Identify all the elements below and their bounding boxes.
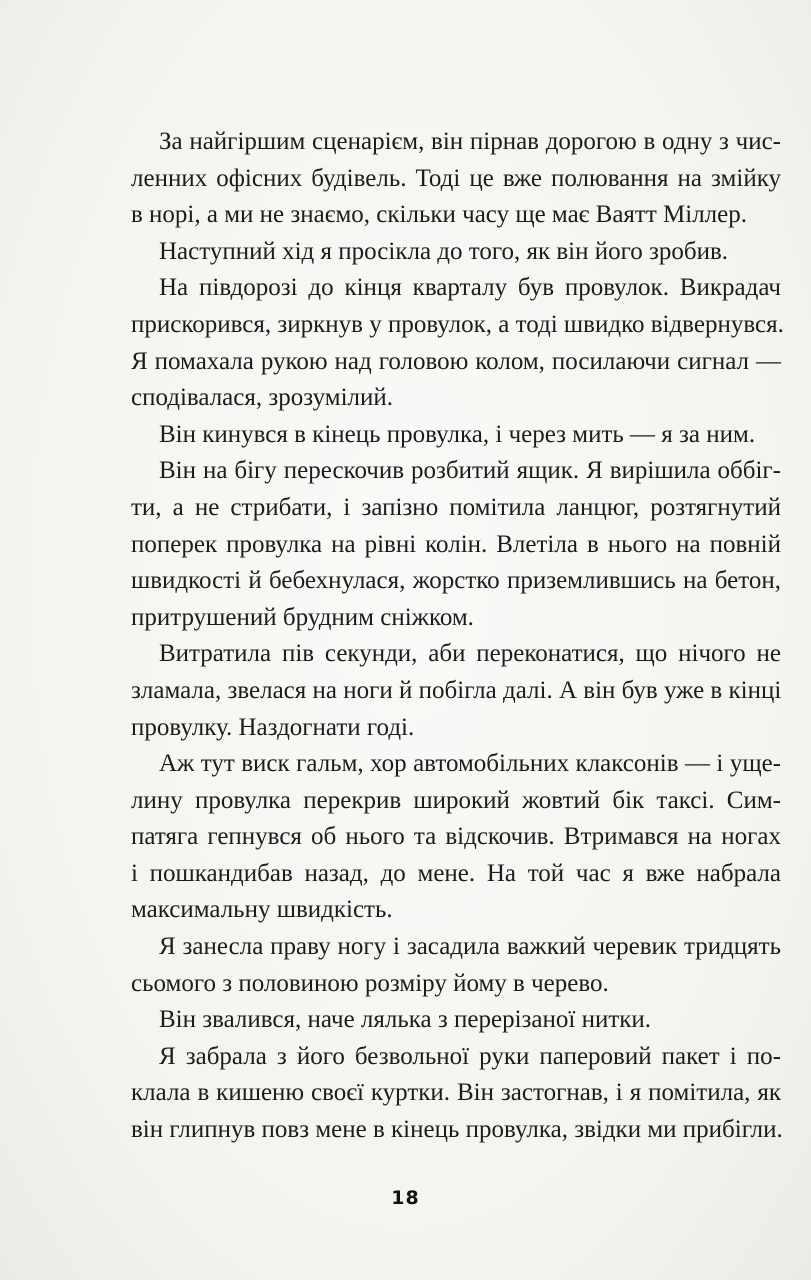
paragraph	[103, 453, 781, 636]
text-line: Я забрала з його безвольної руки паперовий пакет і по-	[159, 1042, 781, 1070]
text-line: Я занесла праву ногу і засадила важкий черевик тридцять	[159, 933, 781, 961]
text-line: поперек провулка на рівні колін. Влетіла в нього на повній	[131, 530, 781, 558]
paragraph	[103, 417, 781, 454]
paragraph	[103, 270, 784, 416]
text-line: ленних офісних будівель. Тоді це вже полювання на змійку	[131, 164, 781, 192]
text-line: ти, а не стрибати, і запізно помітила ланцюг, розтягнутий	[131, 493, 781, 521]
text-line: Витратила пів секунди, аби переконатися, що нічого не	[159, 640, 781, 668]
text-line: провулку. Наздогнати годі.	[131, 713, 415, 741]
paragraph	[103, 234, 781, 271]
text-line: Аж тут виск гальм, хор автомобільних клаксонів — і уще-	[159, 750, 781, 778]
text-line: максимальну швидкість.	[131, 896, 393, 924]
body-text	[103, 124, 784, 1149]
text-line: Він кинувся в кінець провулка, і через мить — я за ним.	[159, 420, 756, 448]
paragraph	[103, 1039, 781, 1149]
text-line: він глипнув повз мене в кінець провулка, звідки ми прибігли.	[131, 1116, 783, 1144]
paragraph	[103, 746, 781, 929]
paragraph	[103, 1002, 781, 1039]
text-line: Він звалився, наче лялька з перерізаної нитки.	[159, 1006, 652, 1034]
text-line: Він на бігу перескочив розбитий ящик. Я вирішила оббіг-	[159, 457, 781, 485]
text-line: лину провулка перекрив широкий жовтий бік таксі. Сим-	[131, 786, 781, 814]
text-line: прискорився, зиркнув у провулок, а тоді швидко відвернувся.	[131, 310, 784, 338]
text-line: зламала, звелася на ноги й побігла далі. А він був уже в кінці	[131, 676, 782, 704]
text-line: клала в кишеню своєї куртки. Він застогнав, і я помітила, як	[131, 1079, 781, 1107]
paragraph	[103, 929, 781, 1002]
page-number: 18	[391, 1187, 420, 1209]
text-line: Я помахала рукою над головою колом, посилаючи сигнал —	[131, 347, 781, 375]
text-line: Наступний хід я просікла до того, як він його зробив.	[159, 237, 729, 265]
paragraph	[103, 636, 781, 746]
text-line: в норі, а ми не знаємо, скільки часу ще має Ваятт Міллер.	[131, 201, 747, 229]
text-line: сьомого з половиною розміру йому в черево.	[131, 969, 609, 997]
text-line: притрушений брудним сніжком.	[131, 603, 474, 631]
text-line: На півдорозі до кінця кварталу був провулок. Викрадач	[159, 274, 781, 302]
text-line: сподівалася, зрозумілий.	[131, 384, 394, 412]
paragraph	[103, 124, 781, 234]
text-line: швидкості й бебехнулася, жорстко приземлившись на бетон,	[131, 567, 781, 595]
text-line: За найгіршим сценарієм, він пірнав дорогою в одну з чис-	[159, 128, 781, 155]
text-line: і пошкандибав назад, до мене. На той час я вже набрала	[131, 859, 781, 887]
text-line: патяга гепнувся об нього та відскочив. Втримався на ногах	[131, 823, 781, 851]
